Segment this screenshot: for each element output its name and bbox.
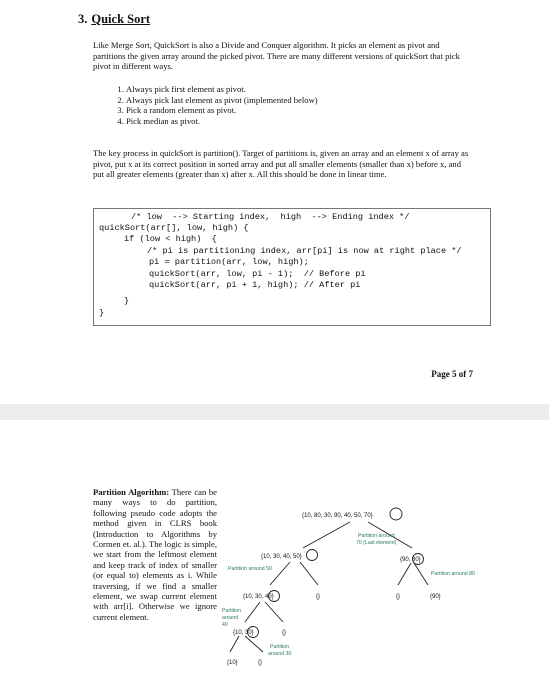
partition-algorithm-body: There can be many ways to do partition, following pseudo code adopts the method given in CLRS book (Introduction to Algorithms by Cormen et. al.). The logic is simple, we start from the leftmost element and keep track of index of smaller (or equal to) elements as i. While traversing, if we find a smaller element, we swap current element with arr[i]. Otherwise we ignore current element. — [93, 487, 217, 622]
tree-node: {} — [282, 630, 287, 636]
tree-edge — [265, 602, 283, 622]
code-line: quickSort(arr, pi + 1, high); // After pi — [149, 280, 361, 290]
tree-note: Partition — [270, 644, 290, 650]
page-number: Page 5 of 7 — [431, 369, 473, 379]
tree-edge — [230, 636, 239, 652]
code-line: /* low --> Starting index, high --> Ending index */ — [131, 212, 410, 222]
intro-paragraph: Like Merge Sort, QuickSort is also a Divide and Conquer algorithm. It picks an element as pivot and partitions the given array around the picked pivot. There are many different versions of quickSort that pick pivot in different ways. — [93, 40, 460, 72]
list-item: 3. Pick a random element as pivot. — [126, 105, 318, 116]
heading-number: 3. — [78, 12, 88, 26]
tree-edge — [245, 636, 263, 652]
code-line: pi = partition(arr, low, high); — [149, 257, 309, 267]
list-item: 2. Always pick last element as pivot (implemented below) — [126, 95, 318, 106]
tree-node: {} — [396, 594, 401, 600]
code-line: } — [124, 296, 130, 306]
tree-edge — [414, 563, 428, 585]
tree-node: {90, 80} — [400, 557, 421, 563]
tree-node: {90} — [430, 594, 441, 600]
tree-note: Partition around 50 — [228, 566, 272, 572]
code-line: if (low < high) { — [124, 234, 217, 244]
tree-note: 40 — [222, 622, 228, 628]
pivot-circle — [390, 508, 402, 520]
tree-note: around 30 — [268, 651, 292, 657]
tree-note: Partition — [222, 608, 242, 614]
pivot-circle — [307, 550, 318, 561]
tree-note: 70 (Last element) — [356, 540, 397, 546]
tree-edge — [245, 602, 260, 622]
tree-node-root: {10, 80, 30, 90, 40, 50, 70} — [302, 513, 373, 519]
tree-note: Partition around 80 — [431, 571, 475, 577]
tree-node: {} — [316, 594, 321, 600]
tree-node: {10, 30} — [233, 630, 254, 636]
tree-edge — [300, 562, 318, 585]
partition-algorithm-title: Partition Algorithm: — [93, 487, 170, 497]
code-line: /* pi is partitioning index, arr[pi] is now at right place */ — [147, 246, 462, 256]
tree-edge — [398, 563, 411, 585]
key-process-paragraph: The key process in quickSort is partition(). Target of partitions is, given an array and an element x of array as pivot, put x at its correct position in sorted array and put all smaller elements (smaller than x) before x, and put all greater elements (greater than x) after x. All this should be done in linear time. — [93, 148, 469, 180]
tree-note: Partition around — [358, 533, 395, 539]
tree-node: {10, 30, 40} — [243, 594, 274, 600]
list-item: 1. Always pick first element as pivot. — [126, 84, 318, 95]
code-line: } — [99, 308, 105, 318]
tree-edge — [303, 522, 350, 548]
tree-node: {} — [258, 660, 263, 666]
tree-edge — [270, 562, 290, 585]
code-line: quickSort(arr, low, pi - 1); // Before pi — [149, 269, 366, 279]
heading-title: Quick Sort — [91, 12, 151, 26]
tree-node: {10, 30, 40, 50} — [261, 554, 302, 560]
code-line: quickSort(arr[], low, high) { — [99, 223, 249, 233]
tree-node: {10} — [227, 660, 238, 666]
list-item: 4. Pick median as pivot. — [126, 116, 318, 127]
tree-note: around — [222, 615, 239, 621]
